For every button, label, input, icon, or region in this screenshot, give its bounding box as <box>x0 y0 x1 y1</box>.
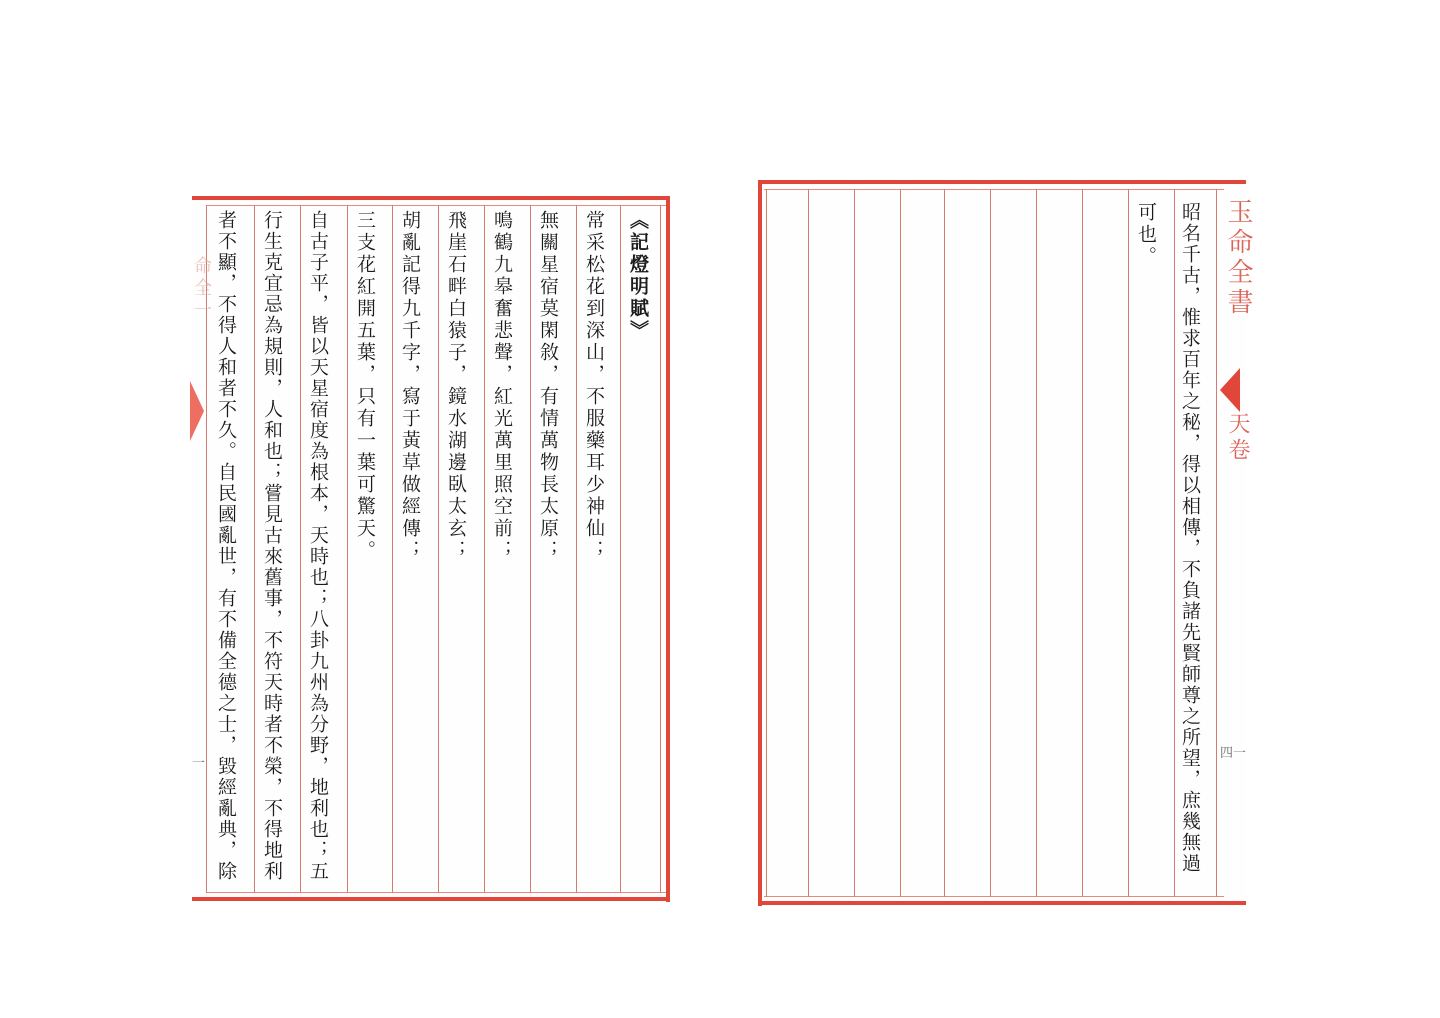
column-rule <box>1128 189 1129 897</box>
column-rule <box>900 189 901 897</box>
column-rule <box>1174 189 1175 897</box>
text-column-7: 自古子平，皆以天星宿度為根本，天時也；八卦九州為分野，地利也；五 <box>307 210 329 882</box>
column-rule <box>808 189 809 897</box>
column-rule <box>576 205 577 893</box>
volume-margin: 天卷 <box>1225 412 1250 464</box>
left-fold-tab <box>190 381 204 441</box>
column-rule <box>530 205 531 893</box>
column-rule <box>484 205 485 893</box>
right-page-bottom-border <box>758 901 1246 905</box>
text-column-3: 鳴鶴九皋奮悲聲，紅光萬里照空前； <box>491 210 513 562</box>
right-page-left-inner-border <box>766 189 767 897</box>
left-page-right-inner-border <box>660 205 661 893</box>
column-rule <box>438 205 439 893</box>
left-page-top-inner-border <box>206 205 666 206</box>
right-page <box>758 180 1253 906</box>
left-margin-bottom-mark: 一 <box>192 756 206 771</box>
text-column-5: 胡亂記得九千字，寫于黃草做經傳； <box>399 210 421 562</box>
right-page-bottom-inner-border <box>764 896 1224 897</box>
column-rule <box>854 189 855 897</box>
title-column: 《記燈明賦》 <box>627 210 649 342</box>
column-rule <box>944 189 945 897</box>
text-column-1: 常采松花到深山，不服藥耳少神仙； <box>583 210 605 562</box>
column-rule <box>1036 189 1037 897</box>
left-page-top-border <box>192 196 670 200</box>
text-column-8: 行生克宜忌為規則，人和也；嘗見古來舊事，不符天時者不榮，不得地利 <box>261 210 283 882</box>
left-page-right-border <box>666 196 670 902</box>
column-rule <box>392 205 393 893</box>
column-rule <box>620 205 621 893</box>
column-rule <box>254 205 255 893</box>
text-column-4: 飛崖石畔白猿子，鏡水湖邊臥太玄； <box>445 210 467 562</box>
column-rule <box>1082 189 1083 897</box>
text-column-9: 者不顯，不得人和者不久。自民國亂世，有不備全德之士，毀經亂典，除 <box>215 210 237 882</box>
right-page-top-inner-border <box>764 189 1224 190</box>
right-fold-tab <box>1220 368 1240 412</box>
right-fold-line <box>1216 189 1217 897</box>
left-page-bottom-border <box>192 897 670 901</box>
text-column-2: 可也。 <box>1135 202 1157 268</box>
right-page-top-border <box>758 180 1246 184</box>
text-column-6: 三支花紅開五葉，只有一葉可驚天。 <box>354 210 376 562</box>
left-margin-faint-text: 命全一 <box>191 256 212 322</box>
left-page <box>192 196 670 902</box>
column-rule <box>990 189 991 897</box>
text-column-1: 昭名千古，惟求百年之秘，得以相傳，不負諸先賢師尊之所望，庶幾無過 <box>1179 202 1201 874</box>
page-number: 四一 <box>1220 746 1247 761</box>
column-rule <box>300 205 301 893</box>
text-column-2: 無關星宿莫閑敘，有情萬物長太原； <box>537 210 559 562</box>
left-page-bottom-inner-border <box>206 892 666 893</box>
right-page-left-border <box>758 180 762 906</box>
column-rule <box>347 205 348 893</box>
book-title-margin: 玉命全書 <box>1223 198 1253 318</box>
